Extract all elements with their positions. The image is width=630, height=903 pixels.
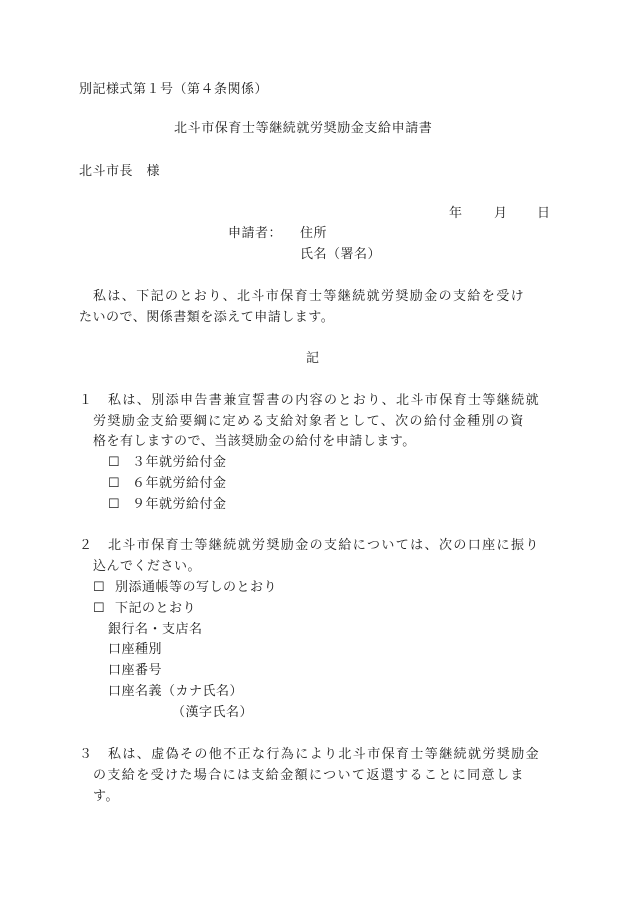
section-3-line-1: 私は、虚偽その他不正な行為により北斗市保育士等継続就労奨励金 [108, 747, 541, 762]
account-number-label: 口座番号 [108, 663, 163, 678]
bank-branch-label: 銀行名・支店名 [108, 622, 203, 637]
payment-copy-label: 別添通帳等の写しのとおり [115, 580, 278, 595]
applicant-label: 申請者： [228, 226, 283, 241]
section-3-line-2: の支給を受けた場合には支給金額について返還することに同意しま [93, 768, 525, 783]
section-2-line-2: 込んでください。 [93, 559, 202, 574]
section-3-line-3: す。 [93, 789, 119, 804]
section-1-number: １ [79, 393, 93, 408]
benefit-option-6yr-label: ６年就労給付金 [132, 476, 227, 491]
benefit-option-6yr-checkbox[interactable]: ☐ [108, 476, 121, 491]
benefit-option-9yr-checkbox[interactable]: ☐ [108, 497, 121, 512]
address-label: 住所 [300, 226, 328, 241]
account-type-label: 口座種別 [108, 642, 163, 657]
form-title: 北斗市保育士等継続就労奨励金支給申請書 [174, 121, 433, 136]
section-3-number: ３ [79, 747, 93, 762]
section-2-line-1: 北斗市保育士等継続就労奨励金の支給については、次の口座に振り [108, 538, 540, 553]
payment-copy-checkbox[interactable]: ☐ [93, 580, 106, 595]
benefit-option-9yr-label: ９年就労給付金 [132, 497, 227, 512]
date-day-label: 日 [537, 206, 551, 221]
section-2-number: ２ [79, 538, 93, 553]
intro-line-1: 私は、下記のとおり、北斗市保育士等継続就労奨励金の支給を受け [93, 289, 526, 304]
name-label: 氏名（署名） [300, 247, 382, 262]
benefit-option-3yr-checkbox[interactable]: ☐ [108, 455, 121, 470]
payment-below-label: 下記のとおり [115, 601, 197, 616]
account-holder-kanji-label: （漢字氏名） [172, 705, 254, 720]
date-year-label: 年 [449, 206, 463, 221]
addressee: 北斗市長 様 [79, 164, 161, 179]
intro-line-2: たいので、関係書類を添えて申請します。 [79, 310, 335, 325]
account-holder-kana-label: 口座名義（カナ氏名） [108, 684, 244, 699]
form-label: 別記様式第１号（第４条関係） [79, 82, 269, 97]
date-month-label: 月 [494, 206, 508, 221]
section-1-line-1: 私は、別添申告書兼宣誓書の内容のとおり、北斗市保育士等継続就 [108, 393, 541, 408]
ki-heading: 記 [306, 351, 320, 366]
section-1-line-2: 労奨励金支給要綱に定める支給対象者として、次の給付金種別の資 [93, 414, 525, 429]
benefit-option-3yr-label: ３年就労給付金 [132, 455, 227, 470]
payment-below-checkbox[interactable]: ☐ [93, 601, 106, 616]
section-1-line-3: 格を有しますので、当該奨励金の給付を申請します。 [93, 434, 416, 449]
